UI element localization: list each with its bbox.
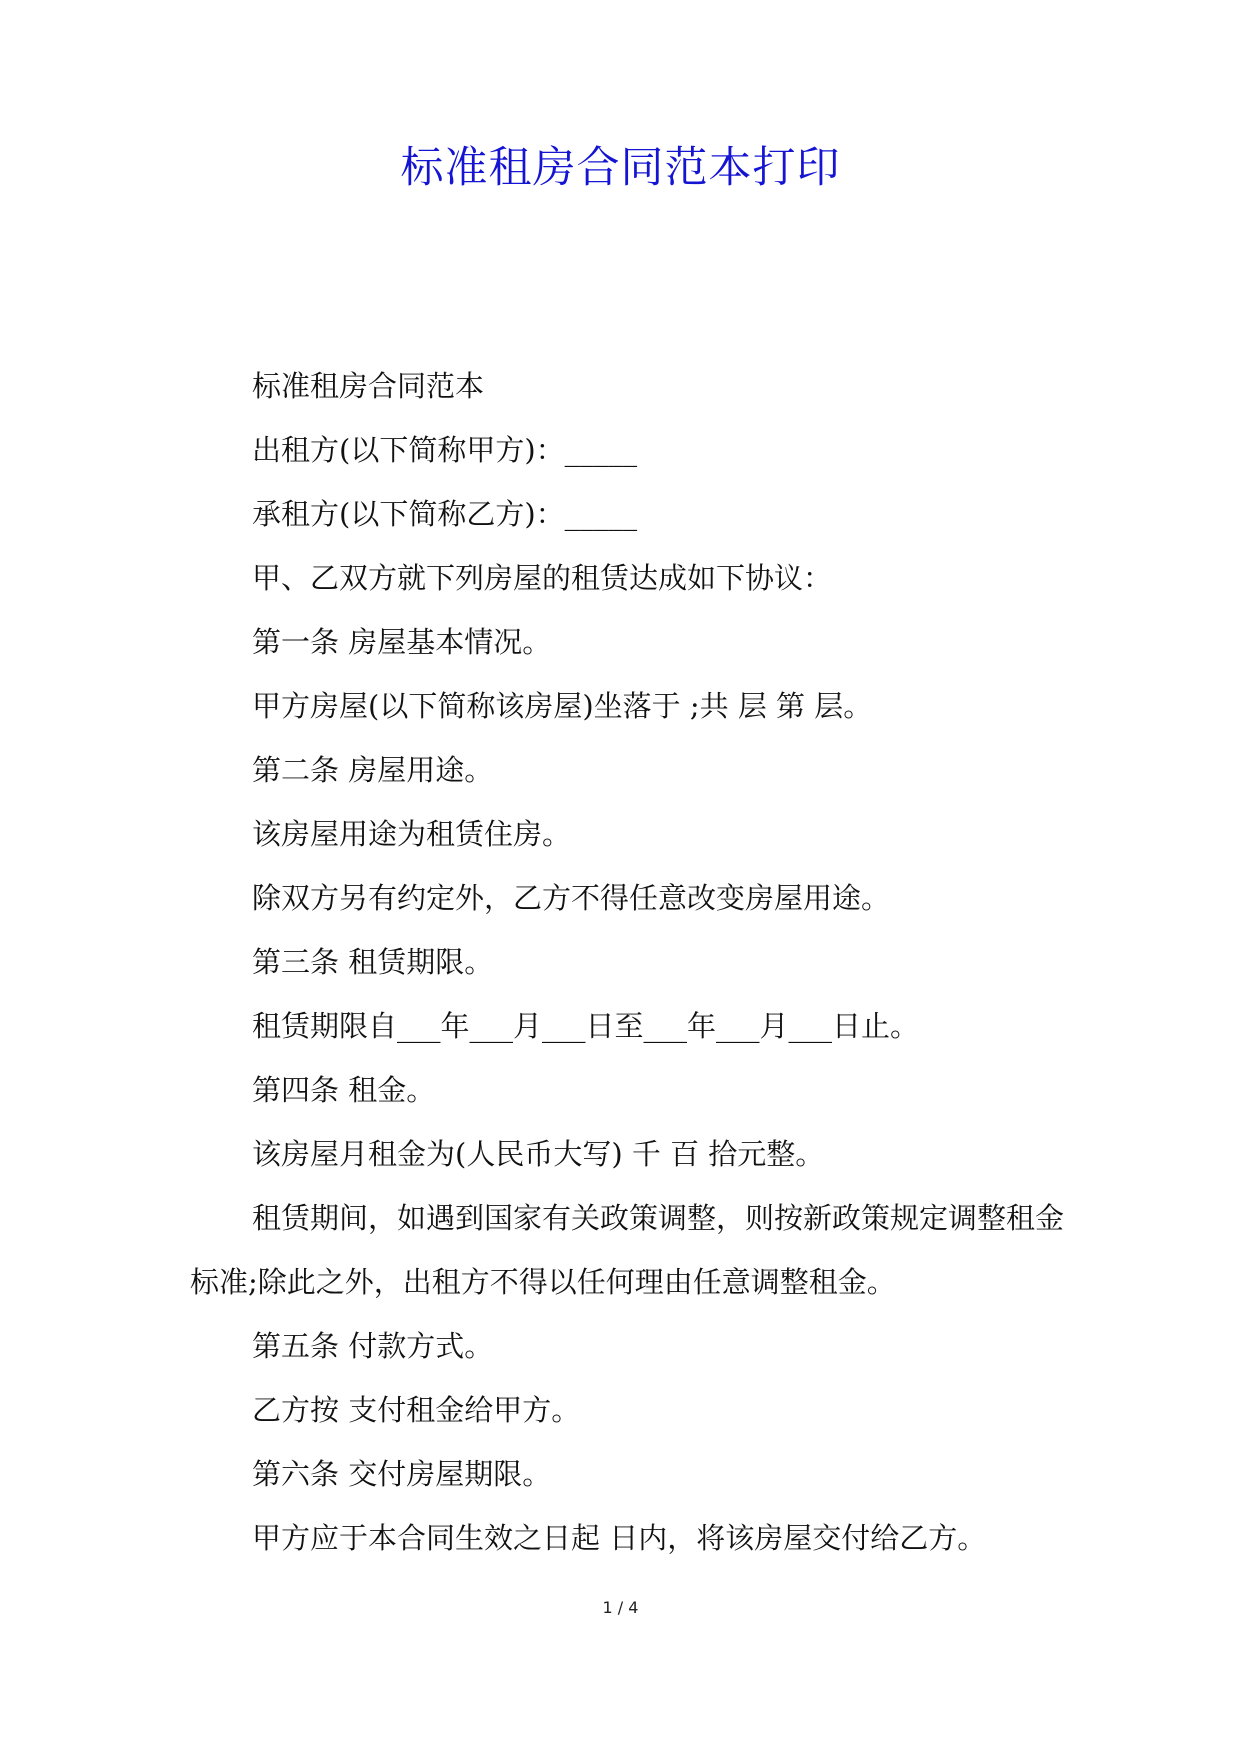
article-3-heading: 第三条 租赁期限。 xyxy=(252,945,494,979)
paragraph-lessor: 出租方(以下简称甲方)：_____ xyxy=(252,433,638,467)
article-4-heading: 第四条 租金。 xyxy=(252,1073,436,1107)
document-title: 标准租房合同范本打印 xyxy=(400,143,841,193)
article-4-text-2: 租赁期间，如遇到国家有关政策调整，则按新政策规定调整租金标准;除此之外，出租方不得以任何理由任意调整租金。 xyxy=(190,1201,1065,1299)
article-4-text-1: 该房屋月租金为(人民币大写) 千 百 拾元整。 xyxy=(252,1137,825,1171)
document-body xyxy=(190,354,1070,1570)
article-5-text: 乙方按 支付租金给甲方。 xyxy=(252,1393,581,1427)
article-6-text: 甲方应于本合同生效之日起 日内，将该房屋交付给乙方。 xyxy=(252,1521,987,1555)
article-5-heading: 第五条 付款方式。 xyxy=(252,1329,494,1363)
paragraph-heading: 标准租房合同范本 xyxy=(252,369,485,403)
paragraph-lessee: 承租方(以下简称乙方)：_____ xyxy=(252,497,638,531)
article-2-text-2: 除双方另有约定外，乙方不得任意改变房屋用途。 xyxy=(252,881,891,915)
article-1-heading: 第一条 房屋基本情况。 xyxy=(252,625,552,659)
article-2-text-1: 该房屋用途为租赁住房。 xyxy=(252,817,572,851)
article-3-text: 租赁期限自___年___月___日至___年___月___日止。 xyxy=(252,1009,920,1043)
article-6-heading: 第六条 交付房屋期限。 xyxy=(252,1457,552,1491)
paragraph-agreement-intro: 甲、乙双方就下列房屋的租赁达成如下协议： xyxy=(252,561,833,595)
page-number: 1 / 4 xyxy=(602,1598,639,1617)
article-2-heading: 第二条 房屋用途。 xyxy=(252,753,494,787)
article-1-text: 甲方房屋(以下简称该房屋)坐落于 ;共 层 第 层。 xyxy=(252,689,873,723)
